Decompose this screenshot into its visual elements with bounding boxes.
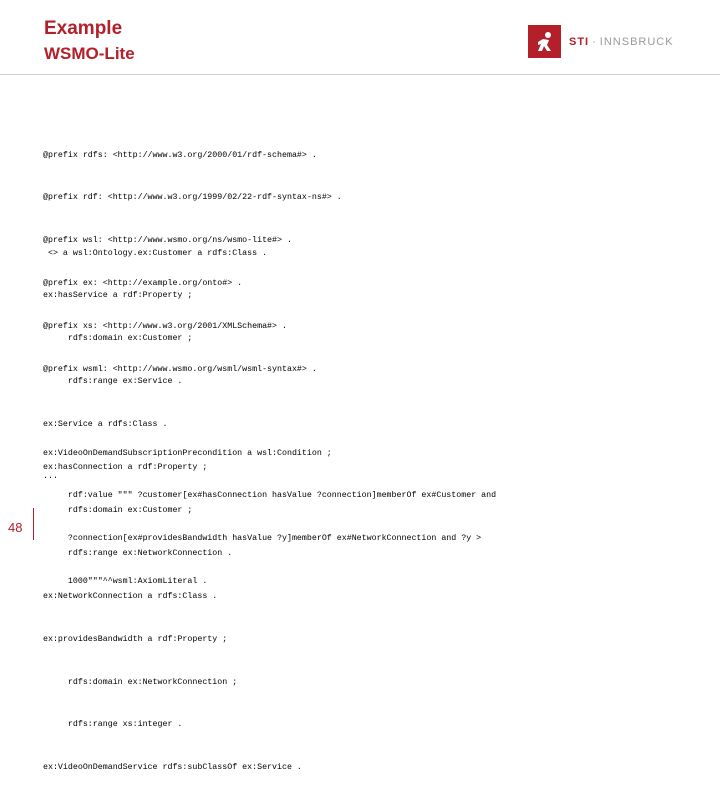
code-line: rdfs:domain ex:NetworkConnection ; xyxy=(43,677,238,687)
logo-name: INNSBRUCK xyxy=(599,35,674,48)
code-line: rdfs:domain ex:Customer ; xyxy=(43,505,193,515)
code-line: rdfs:range ex:NetworkConnection . xyxy=(43,548,233,558)
code-line: rdfs:range xs:integer . xyxy=(43,720,183,730)
code-line: @prefix rdf: <http://www.w3.org/1999/02/22-rdf-syntax-ns#> . xyxy=(43,193,342,203)
slide-subtitle: WSMO-Lite xyxy=(44,44,135,63)
footer-divider xyxy=(33,508,34,540)
header-divider xyxy=(0,74,720,75)
logo-separator: · xyxy=(592,35,597,48)
code-line: 1000"""^^wsml:AxiomLiteral . xyxy=(43,577,208,587)
code-line: ex:VideoOnDemandService rdfs:subClassOf ex:Service . xyxy=(43,763,302,773)
code-line: @prefix ex: <http://example.org/onto#> . xyxy=(43,279,243,289)
code-line: ?connection[ex#providesBandwidth hasValue ?y]memberOf ex#NetworkConnection and ?y > xyxy=(43,534,482,544)
code-line: @prefix rdfs: <http://www.w3.org/2000/01/rdf-schema#> . xyxy=(43,150,317,160)
sti-innsbruck-logo xyxy=(528,25,674,58)
code-line: <> a wsl:Ontology.ex:Customer a rdfs:Class . xyxy=(43,248,268,258)
code-line: @prefix wsl: <http://www.wsmo.org/ns/wsmo-lite#> . xyxy=(43,236,292,246)
code-line: @prefix wsml: <http://www.wsmo.org/wsml/wsml-syntax#> . xyxy=(43,365,317,375)
code-line: ex:hasConnection a rdf:Property ; xyxy=(43,463,208,473)
code-line: rdfs:range ex:Service . xyxy=(43,377,183,387)
condition-block xyxy=(43,418,496,604)
code-line: rdf:value """ ?customer[ex#hasConnection hasValue ?connection]memberOf ex#Customer and xyxy=(43,491,497,501)
code-line: ex:providesBandwidth a rdf:Property ; xyxy=(43,634,228,644)
logo-brand: STI xyxy=(569,35,590,48)
code-line: ex:NetworkConnection a rdfs:Class . xyxy=(43,591,218,601)
code-line: @prefix xs: <http://www.w3.org/2001/XMLSchema#> . xyxy=(43,322,287,332)
code-line: ex:Service a rdfs:Class . xyxy=(43,420,168,430)
code-line: ex:hasService a rdf:Property ; xyxy=(43,291,193,301)
slide-title: Example xyxy=(44,18,123,39)
page-number: 48 xyxy=(8,520,23,535)
ellipsis: ... xyxy=(43,472,58,481)
code-line: ex:VideoOnDemandSubscriptionPrecondition a wsl:Condition ; xyxy=(43,448,332,458)
sti-person-icon xyxy=(528,25,561,58)
logo-text xyxy=(569,36,674,48)
code-line: rdfs:domain ex:Customer ; xyxy=(43,334,193,344)
